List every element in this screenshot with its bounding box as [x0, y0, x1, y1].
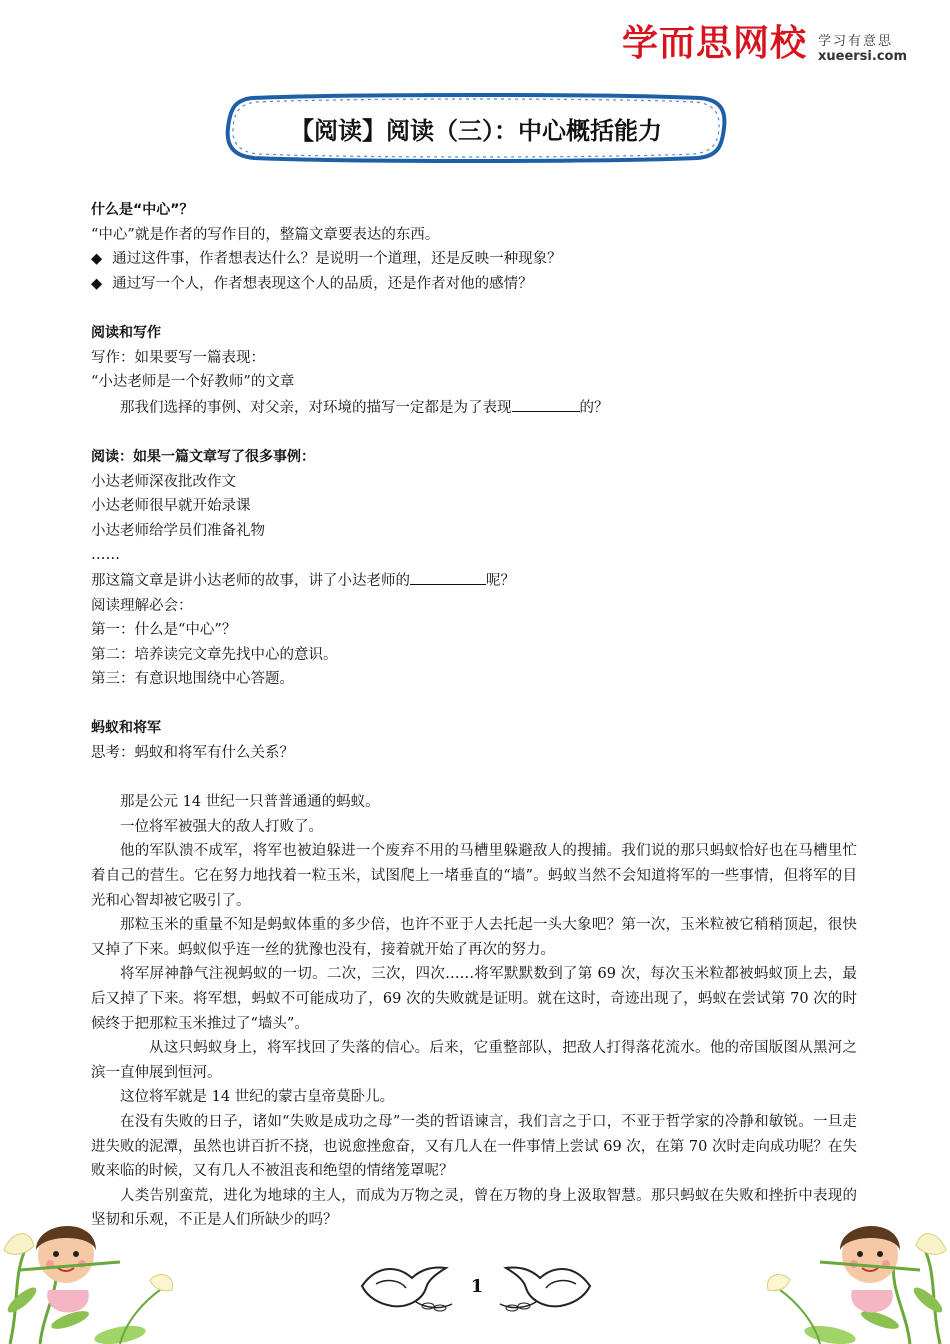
girl-flower-left-icon	[0, 1150, 190, 1344]
text-fragment: 的？	[579, 399, 609, 416]
text-fragment: 那这篇文章是讲小达老师的故事，讲了小达老师的	[91, 572, 410, 589]
story-paragraph: 那粒玉米的重量不知是蚂蚁体重的多少倍，也许不亚于人去托起一头大象吧？第一次，玉米粒被它稍稍顶起，很快又掉了下来。蚂蚁似乎连一丝的犹豫也没有，接着就开始了再次的努力。	[91, 917, 857, 958]
answer-blank[interactable]	[512, 395, 580, 412]
brand-name: 学而思网校	[622, 23, 808, 64]
rule-line: 第二：培养读完文章先找中心的意识。	[91, 646, 338, 663]
girl-flower-right-icon	[760, 1150, 950, 1344]
example-line: 小达老师很早就开始录课	[91, 498, 251, 515]
text-line: 写作：如果要写一篇表现：	[91, 349, 265, 366]
story-paragraph: 人类告别蛮荒，进化为地球的主人，而成为万物之灵，曾在万物的身上汲取智慧。那只蚂蚁在失败和挫折中表现的坚韧和乐观，不正是人们所缺少的吗？	[91, 1187, 857, 1229]
text-line: 阅读理解必会：	[91, 597, 193, 614]
story-paragraph: 将军屏神静气注视蚂蚁的一切。二次，三次，四次……将军默默数到了第 69 次，每次玉米粒都被蚂蚁顶上去，最后又掉了下来。将军想，蚂蚁不可能成功了，69 次的失败就是证明。就在这时，奇迹出现了，蚂蚁在尝试第 70 次的时候终于把那粒玉米推过了“墙头”。	[91, 966, 857, 1032]
page-title: 【阅读】阅读（三）：中心概括能力	[290, 116, 662, 145]
fill-blank-line	[91, 395, 857, 421]
example-line: 小达老师深夜批改作文	[91, 473, 236, 490]
dove-left-icon	[356, 1256, 456, 1318]
story-paragraph: 一位将军被强大的敌人打败了。	[120, 818, 323, 835]
section-heading-ant-general: 蚂蚁和将军	[91, 720, 161, 737]
text-fragment: 那我们选择的事例、对父亲，对环境的描写一定都是为了表现	[120, 399, 512, 416]
answer-blank[interactable]	[410, 568, 486, 585]
rule-line: 第三：有意识地围绕中心答题。	[91, 671, 294, 688]
definition-line: “中心”就是作者的写作目的，整篇文章要表达的东西。	[91, 226, 440, 243]
story-paragraph: 那是公元 14 世纪一只普普通通的蚂蚁。	[120, 794, 380, 811]
story-paragraph: 他的军队溃不成军，将军也被迫躲进一个废弃不用的马槽里躲避敌人的搜捕。我们说的那只蚂蚁恰好也在马槽里忙着自己的营生。它在努力地找着一粒玉米，试图爬上一堵垂直的“墙”。蚂蚁当然不会知道将军的一些事情，但将军的目光和心智却被它吸引了。	[91, 843, 857, 909]
document-body	[91, 198, 857, 1233]
bullet-item: ◆ 通过这件事，作者想表达什么？是说明一个道理，还是反映一种现象？	[91, 247, 857, 272]
text-line: “小达老师是一个好教师”的文章	[91, 374, 295, 391]
text-fragment: 呢？	[486, 572, 515, 589]
section-heading-reading: 阅读：如果一篇文章写了很多事例：	[91, 448, 315, 465]
brand-slogan: 学习有意思	[818, 34, 894, 49]
ellipsis-line: ……	[91, 547, 120, 564]
story-paragraph: 这位将军就是 14 世纪的蒙古皇帝莫卧儿。	[120, 1089, 395, 1106]
title-frame	[222, 92, 730, 164]
brand-url: xueersi.com	[818, 49, 908, 64]
page-number: 1	[470, 1276, 484, 1297]
dove-right-icon	[496, 1256, 596, 1318]
example-line: 小达老师给学员们准备礼物	[91, 522, 265, 539]
section-heading-center: 什么是“中心”？	[91, 202, 194, 218]
story-paragraph: 从这只蚂蚁身上，将军找回了失落的信心。后来，它重整部队，把敌人打得落花流水。他的帝国版图从黑河之滨一直伸展到恒河。	[91, 1040, 857, 1081]
rule-line: 第一：什么是“中心”？	[91, 622, 237, 639]
story-paragraph: 在没有失败的日子，诸如“失败是成功之母”一类的哲语谏言，我们言之于口，不亚于哲学家的冷静和敏锐。一旦走进失败的泥潭，虽然也讲百折不挠，也说愈挫愈奋，又有几人在一件事情上尝试 69 次，在第 70 次时走向成功呢？在失败来临的时候，又有几人不被沮丧和绝望的情绪笼罩呢？	[91, 1113, 857, 1180]
brand-logo	[622, 22, 922, 72]
bullet-item: ◆ 通过写一个人，作者想表现这个人的品质，还是作者对他的感情？	[91, 272, 857, 297]
section-heading-reading-writing: 阅读和写作	[91, 324, 161, 341]
fill-blank-line	[91, 568, 857, 594]
think-question: 思考：蚂蚁和将军有什么关系？	[91, 745, 294, 762]
